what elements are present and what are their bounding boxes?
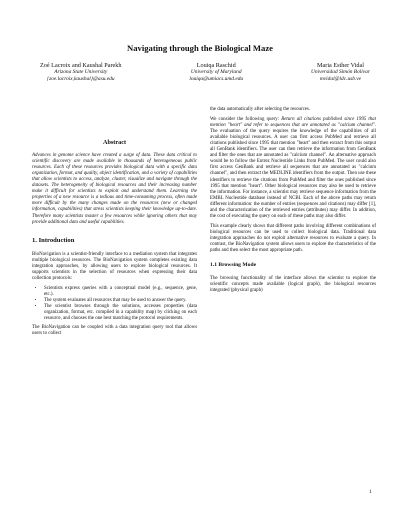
author-name: Louiqa Raschid [196,62,236,69]
list-item: • The system evaluates all resources that may be used to answer the query. [44,298,197,304]
abstract-heading: Abstract [102,139,127,146]
intro-bullet-list [32,286,197,322]
list-item: • Scientists express queries with a conceptual model (e.g., sequence, gene, etc.). [44,286,197,298]
author-affiliation: Universidad Simón Bolívar [310,69,370,75]
body-paragraph: This example clearly shows that different paths involving different combinations of biological resources can be used to collect biological data. Traditional data integration approaches do not exploit alternative resources to evaluate a query. In contrast, the BioNavigation system allows users to explore the characteristics of the paths and then select the most appropriate path. [210,223,376,254]
body-paragraph: the data automatically after selecting the resources. [210,107,311,112]
body-paragraph: The browsing functionality of the interface allows the scientist to explore the scientific concepts made available (logical graph), the biological resources integrated (physical graph) [210,276,376,294]
intro-paragraph: The BioNavigation can be coupled with a data integration query tool that allows users to collect [32,325,197,337]
body-paragraph [210,117,376,220]
intro-paragraph: BioNavigation is a scientist-friendly interface to a mediation system that integrates multiple biological resources. The BioNavigation system completes existing data integration approaches, by allowing users to explore biological resources. It supports scientists in the selection of resources when expressing their data collection protocols: [32,251,197,281]
left-column [32,140,197,341]
author-name: Maria Esther Vidal [317,62,364,69]
list-item: • The scientist browses through the solutions, accesses properties (data organization, format, etc. compiled in a capability map) by clicking on each resource, and chooses the one best matching the protocol requirements. [44,304,197,322]
paper-title: Navigating through the Biological Maze [127,43,273,53]
page-number: 1 [369,489,372,495]
author-3 [311,62,370,83]
subsection-heading-browsing-mode: 1.1 Browsing Mode [210,262,257,269]
author-email: mvidal@ldc.usb.ve [319,76,362,82]
author-affiliation: Arizona State University [54,69,108,75]
paragraph-rest: The evaluation of the query requires the knowledge of the capabilities of all available biological resources. A user can first access PubMed and retrieve all citations published since 1995 that mention "heart" and then extract from this output all GenBank identifiers. The user can then retrieve the information from GenBank and filter the ones that are annotated as "calcium channel". An alternative approach would be to follow the Entrez Nucleotide Links from PubMed. The user could also first access GenBank and retrieve all sequences that are annotated as "calcium channel", and then extract the MEDLINE identifiers from the output. Then use these identifiers to retrieve the citations from PubMed and filter the ones published since 1995 that mention "heart". Other biological resources may also be used to retrieve the information. For instance, a scientist may retrieve sequence information from the EMBL Nucleotide database instead of NCBI. Each of the above paths may return different information: the number of entries (sequences and citations) may differ [1], and the characterization of the retrieved entries (attributes) may differ. In addition, the cost of executing the query on each of these paths may also differ. [210,129,376,219]
example-query: Return all citations published since 1995 that mention "heart" and refer to sequences that are annotated as "calcium channel". [210,117,376,129]
author-email: {zoe.lacroix,kaushal}@asu.edu [46,76,115,82]
author-email: louiqa@umiacs.umd.edu [189,76,244,82]
author-block [40,62,370,83]
abstract-text: Advances in genome science have created a surge of data. These data critical to scientific discovery are made available in thousands of heterogeneous public resources. Each of these resources provides biological data with a specific data organization, format, and quality, object identification, and a variety of capabilities that allow scientists to access, analyze, cluster, visualize and navigate through the datasets. The heterogeneity of biological resources and their increasing number make it difficult for scientists to exploit and understand them. Learning the properties of a new resource is a tedious and time-consuming process, often made more difficult by the many changes made on the resources (new or changed information, capabilities) that stress scientists keeping their knowledge up-to-date. Therefore many scientists master a few resources while ignoring others that may provide additional data and useful capabilities. [32,153,197,225]
author-name: Zoé Lacroix and Kaushal Parekh [40,62,122,69]
right-column [210,107,376,298]
section-heading-introduction: 1. Introduction [32,236,75,244]
paragraph-start: We consider the following query: [210,117,282,123]
author-affiliation: University of Maryland [190,69,242,75]
author-2 [189,62,243,83]
author-1 [40,62,121,83]
